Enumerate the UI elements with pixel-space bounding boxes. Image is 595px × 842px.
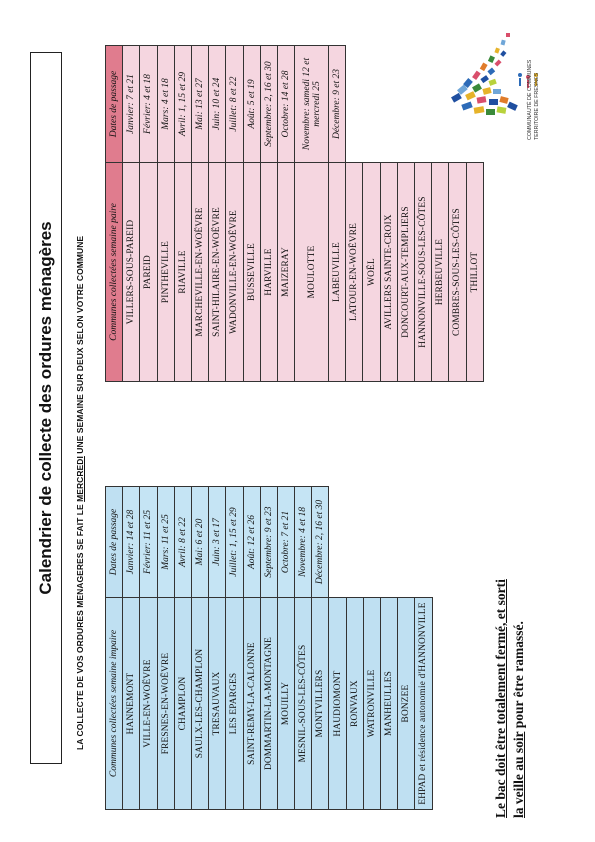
odd-week-commune-cell: EHPAD et résidence autonomie d'HANNONVILLE: [415, 598, 432, 810]
even-week-empty-cell: [397, 46, 414, 163]
odd-week-table: [105, 486, 433, 810]
logo-line-1: COMMUNAUTÉ DE COMMUNES: [527, 59, 533, 140]
odd-week-row: [295, 487, 312, 810]
even-week-commune-cell: SAINT-HILAIRE-EN-WOËVRE: [209, 163, 226, 382]
odd-week-row: [140, 487, 157, 810]
even-week-row: [140, 46, 157, 382]
odd-week-row: [415, 487, 432, 810]
even-week-commune-cell: MAIZERAY: [277, 163, 294, 382]
odd-week-dates-cell: Novembre: 4 et 18: [295, 487, 312, 598]
even-week-dates-cell: Juin: 10 et 24: [209, 46, 226, 163]
note-line-1: [492, 298, 510, 818]
even-week-row: [243, 46, 260, 382]
even-week-commune-cell: HARVILLE: [260, 163, 277, 382]
logo-mosaic: [451, 33, 518, 115]
odd-week-row: [346, 487, 363, 810]
even-week-row: [209, 46, 226, 382]
odd-week-commune-cell: DOMMARTIN-LA-MONTAGNE: [260, 598, 277, 810]
even-week-commune-cell: MARCHEVILLE-EN-WOËVRE: [191, 163, 208, 382]
bin-instruction-note: [492, 298, 528, 818]
even-week-row: [329, 46, 346, 382]
even-week-dates-cell: Mai: 13 et 27: [191, 46, 208, 163]
even-week-dates-cell: Octobre: 14 et 28: [277, 46, 294, 163]
odd-week-row: [398, 487, 415, 810]
odd-week-dates-cell: Août: 12 et 26: [243, 487, 260, 598]
even-week-header-dates: Dates de passage: [106, 46, 123, 163]
subtitle-day: MERCREDI: [75, 456, 85, 502]
note-line-1-a: Le bac doit être totalement fermé, et: [493, 605, 508, 818]
even-week-commune-cell: LATOUR-EN-WOËVRE: [346, 163, 363, 382]
odd-week-row: [174, 487, 191, 810]
even-week-row: [380, 46, 397, 382]
note-line-2-b: pour être ramassé.: [511, 621, 526, 732]
subtitle-prefix: LA COLLECTE DE VOS ORDURES MENAGERES SE FAIT LE: [75, 501, 85, 750]
odd-week-commune-cell: BONZEE: [398, 598, 415, 810]
odd-week-row: [123, 487, 140, 810]
odd-week-commune-cell: MONTVILLERS: [312, 598, 329, 810]
even-week-row: [363, 46, 380, 382]
odd-week-commune-cell: HANNEMONT: [123, 598, 140, 810]
even-week-commune-cell: PAREID: [140, 163, 157, 382]
even-week-commune-cell: COMBRES-SOUS-LES-CÔTES: [449, 163, 466, 382]
odd-week-commune-cell: MOUILLY: [277, 598, 294, 810]
odd-week-dates-cell: Septembre: 9 et 23: [260, 487, 277, 598]
even-week-dates-cell: Août: 5 et 19: [243, 46, 260, 163]
odd-week-rows: [123, 487, 432, 810]
odd-week-dates-cell: Janvier: 14 et 28: [123, 487, 140, 598]
even-week-row: [226, 46, 243, 382]
odd-week-row: [191, 487, 208, 810]
odd-week-row: [277, 487, 294, 810]
logo-caption: [527, 20, 547, 140]
even-week-dates-cell: Juillet: 8 et 22: [226, 46, 243, 163]
odd-week-dates-cell: Décembre: 2, 16 et 30: [312, 487, 329, 598]
odd-week-commune-cell: WATRONVILLE: [363, 598, 380, 810]
odd-week-row: [226, 487, 243, 810]
odd-week-commune-cell: MESNIL-SOUS-LES-CÔTES: [295, 598, 312, 810]
odd-week-empty-cell: [346, 487, 363, 598]
even-week-commune-cell: WADONVILLE-EN-WOËVRE: [226, 163, 243, 382]
odd-week-dates-cell: Octobre: 7 et 21: [277, 487, 294, 598]
odd-week-row: [329, 487, 346, 810]
even-week-commune-cell: WOËL: [363, 163, 380, 382]
odd-week-commune-cell: RONVAUX: [346, 598, 363, 810]
even-week-commune-cell: MOULOTTE: [295, 163, 329, 382]
even-week-commune-cell: LABEUVILLE: [329, 163, 346, 382]
even-week-row: [397, 46, 414, 382]
odd-week-row: [157, 487, 174, 810]
even-week-empty-cell: [380, 46, 397, 163]
subtitle-suffix: UNE SEMAINE SUR DEUX SELON VOTRE COMMUNE: [75, 235, 85, 457]
odd-week-commune-cell: SAINT-REMY-LA-CALONNE: [243, 598, 260, 810]
logo-caption-text: [527, 20, 541, 140]
logo-line-2: TERRITOIRE DE FRESNES: [534, 72, 540, 140]
even-week-commune-cell: HERBEUVILLE: [432, 163, 449, 382]
even-week-row: [346, 46, 363, 382]
even-week-commune-cell: RIAVILLE: [174, 163, 191, 382]
even-week-dates-cell: Décembre: 9 et 23: [329, 46, 346, 163]
even-week-commune-cell: PINTHEVILLE: [157, 163, 174, 382]
odd-week-row: [260, 487, 277, 810]
even-week-empty-cell: [363, 46, 380, 163]
even-week-header-communes: Communes collectées semaine paire: [106, 163, 123, 382]
even-week-dates-cell: Avril: 1, 15 et 29: [174, 46, 191, 163]
odd-week-commune-cell: HAUDIOMONT: [329, 598, 346, 810]
odd-week-dates-cell: Juillet: 1, 15 et 29: [226, 487, 243, 598]
even-week-empty-cell: [346, 46, 363, 163]
odd-week-commune-cell: FRESNES-EN-WOËVRE: [157, 598, 174, 810]
odd-week-dates-cell: Avril: 8 et 22: [174, 487, 191, 598]
odd-week-empty-cell: [363, 487, 380, 598]
even-week-empty-cell: [415, 46, 432, 163]
odd-week-row: [243, 487, 260, 810]
even-week-commune-cell: HANNONVILLE-SOUS-LES-CÔTES: [415, 163, 432, 382]
even-week-commune-cell: VILLERS-SOUS-PAREID: [123, 163, 140, 382]
even-week-rows: [123, 46, 484, 382]
odd-week-commune-cell: TRESAUVAUX: [209, 598, 226, 810]
odd-week-dates-cell: Février: 11 et 25: [140, 487, 157, 598]
odd-week-commune-cell: MANHEULLES: [381, 598, 398, 810]
title-box: [30, 52, 62, 764]
odd-week-empty-cell: [329, 487, 346, 598]
odd-week-commune-cell: SAULX-LES-CHAMPLON: [191, 598, 208, 810]
odd-week-empty-cell: [398, 487, 415, 598]
even-week-row: [277, 46, 294, 382]
even-week-commune-cell: BUSSEVILLE: [243, 163, 260, 382]
odd-week-dates-cell: Mai: 6 et 20: [191, 487, 208, 598]
even-week-commune-cell: AVILLERS SAINTE-CROIX: [380, 163, 397, 382]
even-week-table: [105, 45, 484, 382]
even-week-commune-cell: DONCOURT-AUX-TEMPLIERS: [397, 163, 414, 382]
odd-week-commune-cell: VILLE-EN-WOËVRE: [140, 598, 157, 810]
odd-week-dates-cell: Mars: 11 et 25: [157, 487, 174, 598]
odd-week-header-dates: Dates de passage: [106, 487, 123, 598]
even-week-row: [191, 46, 208, 382]
odd-week-row: [312, 487, 329, 810]
even-week-dates-cell: Septembre: 2, 16 et 30: [260, 46, 277, 163]
note-line-2: [510, 298, 528, 818]
collection-subtitle: [75, 50, 85, 750]
note-line-2-a: la veille au soir: [511, 731, 526, 818]
odd-week-header-communes: Communes collectées semaine impaire: [106, 598, 123, 810]
odd-week-row: [209, 487, 226, 810]
even-week-dates-cell: Janvier: 7 et 21: [123, 46, 140, 163]
odd-week-row: [363, 487, 380, 810]
odd-week-commune-cell: LES EPARGES: [226, 598, 243, 810]
even-week-row: [295, 46, 329, 382]
even-week-dates-cell: Mars: 4 et 18: [157, 46, 174, 163]
even-week-row: [123, 46, 140, 382]
even-week-dates-cell: Novembre: samedi 12 et mercredi 25: [295, 46, 329, 163]
page-title: Calendrier de collecte des ordures ménagères: [36, 221, 55, 595]
note-line-1-b: sorti: [493, 579, 508, 606]
even-week-commune-cell: THILLOT: [466, 163, 483, 382]
odd-week-row: [381, 487, 398, 810]
odd-week-empty-cell: [415, 487, 432, 598]
even-week-row: [415, 46, 432, 382]
even-week-row: [157, 46, 174, 382]
odd-week-empty-cell: [381, 487, 398, 598]
even-week-dates-cell: Février: 4 et 18: [140, 46, 157, 163]
even-week-row: [260, 46, 277, 382]
odd-week-commune-cell: CHAMPLON: [174, 598, 191, 810]
odd-week-dates-cell: Juin: 3 et 17: [209, 487, 226, 598]
even-week-row: [174, 46, 191, 382]
